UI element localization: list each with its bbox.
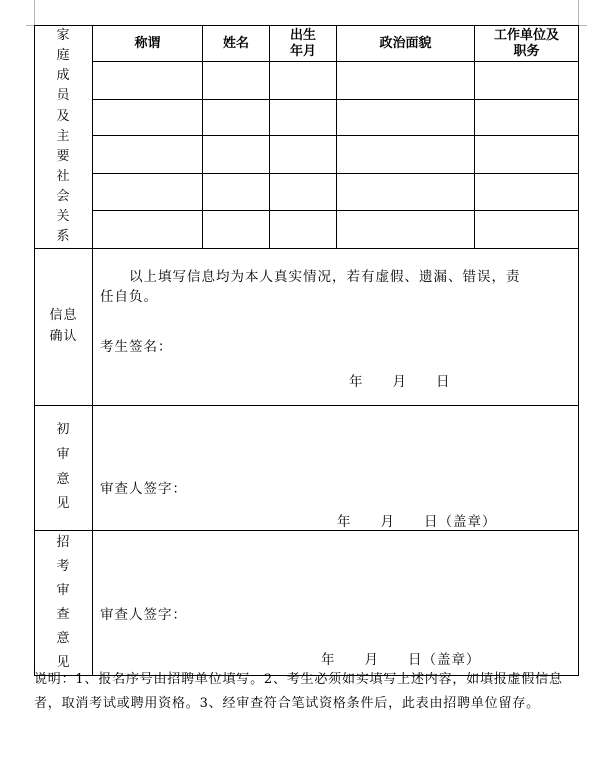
header-politics: 政治面貌 bbox=[337, 26, 475, 62]
family-cell-relation[interactable] bbox=[93, 136, 203, 173]
family-cell-name[interactable] bbox=[203, 136, 270, 173]
registration-form-table bbox=[34, 25, 579, 676]
exam-label-char: 意 bbox=[56, 630, 71, 646]
exam-label-char: 考 bbox=[56, 558, 71, 574]
exam-label-char: 见 bbox=[56, 654, 71, 670]
family-label-char: 会 bbox=[56, 189, 71, 205]
family-section-label bbox=[35, 26, 93, 249]
family-cell-politics[interactable] bbox=[337, 136, 475, 173]
family-label-char: 关 bbox=[56, 209, 71, 225]
exam-label-char: 查 bbox=[56, 606, 71, 622]
family-label-char: 系 bbox=[56, 229, 71, 245]
family-cell-politics[interactable] bbox=[337, 99, 475, 135]
exam-reviewer-signature[interactable]: 审查人签字： bbox=[100, 606, 187, 623]
family-row bbox=[35, 211, 579, 248]
family-row bbox=[35, 173, 579, 210]
family-row bbox=[35, 136, 579, 173]
family-cell-name[interactable] bbox=[203, 62, 270, 99]
family-cell-work[interactable] bbox=[475, 62, 579, 99]
crop-mark-top-left bbox=[26, 0, 35, 26]
initial-review-label bbox=[35, 405, 93, 530]
family-cell-name[interactable] bbox=[203, 99, 270, 135]
family-header-row bbox=[35, 26, 579, 62]
family-label-char: 成 bbox=[56, 68, 71, 84]
family-cell-work[interactable] bbox=[475, 136, 579, 173]
initial-label-char: 意 bbox=[56, 471, 71, 487]
family-cell-politics[interactable] bbox=[337, 173, 475, 210]
initial-review-date: 年 月 日（盖章） bbox=[337, 513, 497, 530]
crop-mark-top-right bbox=[578, 0, 587, 26]
family-label-char: 家 bbox=[56, 28, 71, 43]
initial-label-char: 见 bbox=[56, 496, 71, 512]
confirm-statement-line2: 任自负。 bbox=[100, 288, 158, 305]
confirm-content bbox=[93, 248, 579, 405]
family-cell-politics[interactable] bbox=[337, 62, 475, 99]
family-label-char: 社 bbox=[56, 168, 71, 184]
exam-review-content bbox=[93, 530, 579, 675]
confirm-statement-line1: 以上填写信息均为本人真实情况，若有虚假、遗漏、错误，责 bbox=[129, 268, 521, 285]
confirm-label-line1: 信息 bbox=[49, 308, 78, 324]
initial-review-row bbox=[35, 405, 579, 530]
exam-label-char: 审 bbox=[56, 582, 71, 598]
header-name: 姓名 bbox=[203, 26, 270, 62]
family-cell-name[interactable] bbox=[203, 211, 270, 248]
initial-label-char: 初 bbox=[56, 422, 71, 438]
family-row bbox=[35, 99, 579, 135]
family-label-char: 员 bbox=[56, 88, 71, 104]
confirm-row bbox=[35, 248, 579, 405]
confirm-label-line2: 确认 bbox=[49, 328, 78, 344]
initial-reviewer-signature[interactable]: 审查人签字： bbox=[100, 480, 187, 497]
candidate-signature-label[interactable]: 考生签名： bbox=[100, 338, 173, 355]
family-cell-name[interactable] bbox=[203, 173, 270, 210]
header-relation: 称谓 bbox=[93, 26, 203, 62]
family-cell-work[interactable] bbox=[475, 211, 579, 248]
family-cell-relation[interactable] bbox=[93, 173, 203, 210]
family-label-char: 及 bbox=[56, 108, 71, 124]
header-birth bbox=[270, 26, 337, 62]
family-row bbox=[35, 62, 579, 99]
initial-label-char: 审 bbox=[56, 446, 71, 462]
family-label-char: 要 bbox=[56, 148, 71, 164]
family-cell-birth[interactable] bbox=[270, 136, 337, 173]
header-birth-line1: 出生 bbox=[289, 28, 316, 44]
exam-review-date: 年 月 日（盖章） bbox=[321, 651, 481, 668]
family-cell-politics[interactable] bbox=[337, 211, 475, 248]
family-cell-relation[interactable] bbox=[93, 62, 203, 99]
family-cell-birth[interactable] bbox=[270, 99, 337, 135]
exam-review-row bbox=[35, 530, 579, 675]
header-birth-line2: 年月 bbox=[289, 43, 316, 59]
exam-label-char: 招 bbox=[56, 534, 71, 550]
family-cell-work[interactable] bbox=[475, 99, 579, 135]
confirm-section-label bbox=[35, 248, 93, 405]
family-cell-birth[interactable] bbox=[270, 62, 337, 99]
family-cell-birth[interactable] bbox=[270, 211, 337, 248]
header-work-line2: 职务 bbox=[513, 43, 540, 59]
exam-review-label bbox=[35, 530, 93, 675]
form-notes: 说明：1、报名序号由招聘单位填写。2、考生必须如实填写上述内容，如填报虚假信息者，取消考试或聘用资格。3、经审查符合笔试资格条件后，此表由招聘单位留存。 bbox=[34, 672, 563, 711]
header-work bbox=[475, 26, 579, 62]
family-label-char: 主 bbox=[56, 128, 71, 144]
family-label-char: 庭 bbox=[56, 48, 71, 64]
family-cell-birth[interactable] bbox=[270, 173, 337, 210]
candidate-sign-date: 年 月 日 bbox=[349, 373, 451, 390]
family-cell-work[interactable] bbox=[475, 173, 579, 210]
header-work-line1: 工作单位及 bbox=[493, 28, 559, 44]
initial-review-content bbox=[93, 405, 579, 530]
family-cell-relation[interactable] bbox=[93, 99, 203, 135]
family-cell-relation[interactable] bbox=[93, 211, 203, 248]
